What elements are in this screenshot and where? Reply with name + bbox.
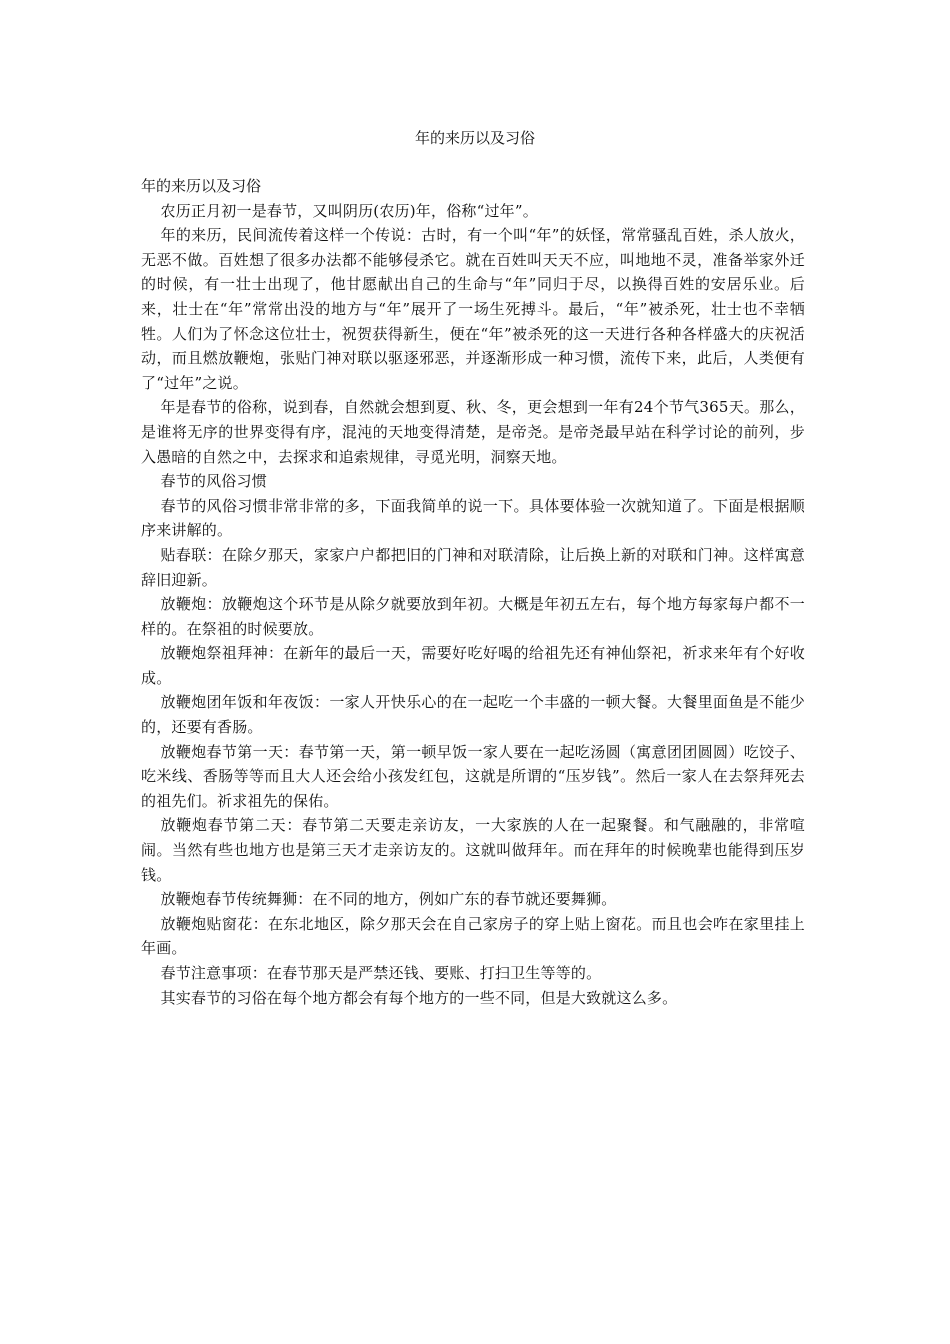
paragraph-firecrackers: 放鞭炮：放鞭炮这个环节是从除夕就要放到年初。大概是年初五左右，每个地方每家每户都不一样的。在祭祖的时候要放。 (141, 595, 805, 638)
paragraph-window-flowers: 放鞭炮贴窗花：在东北地区，除夕那天会在自己家房子的穿上贴上窗花。而且也会咋在家里挂上年画。 (141, 914, 805, 958)
paragraph-conclusion: 其实春节的习俗在每个地方都会有每个地方的一些不同，但是大致就这么多。 (160, 988, 678, 1007)
document-body (141, 174, 805, 1010)
paragraph-second-day: 放鞭炮春节第二天：春节第二天要走亲访友，一大家族的人在一起聚餐。和气融融的，非常喧闹。当然有些也地方也是第三天才走亲访友的。这就叫做拜年。而在拜年的时候晚辈也能得到压岁钱。 (141, 816, 805, 884)
document-title: 年的来历以及习俗 (414, 129, 535, 147)
subheading-customs: 春节的风俗习惯 (160, 472, 267, 491)
paragraph-lion-dance: 放鞭炮春节传统舞狮：在不同的地方，例如广东的春节就还要舞狮。 (160, 890, 617, 909)
section-heading: 年的来历以及习俗 (141, 177, 262, 195)
paragraph-first-day: 放鞭炮春节第一天：春节第一天，第一顿早饭一家人要在一起吃汤圆（寓意团团圆圆）吃饺子、吃米线、香肠等等而且大人还会给小孩发红包，这就是所谓的“压岁钱”。然后一家人在去祭拜死去的祖先们。祈求祖先的保佑。 (141, 742, 805, 810)
paragraph-emperor-yao: 年是春节的俗称，说到春，自然就会想到夏、秋、冬，更会想到一年有24个节气365天。那么，是谁将无序的世界变得有序，混沌的天地变得清楚，是帝尧。是帝尧最早站在科学讨论的前列，步入愚暗的自然之中，去探求和追索规律，寻觅光明，洞察天地。 (141, 398, 805, 466)
paragraph-taboos: 春节注意事项：在春节那天是严禁还钱、要账、打扫卫生等等的。 (160, 964, 602, 982)
paragraph-spring-festival-intro: 农历正月初一是春节，又叫阴历(农历)年，俗称“过年”。 (160, 201, 538, 220)
paragraph-ancestor-worship: 放鞭炮祭祖拜神：在新年的最后一天，需要好吃好喝的给祖先还有神仙祭祀，祈求来年有个好收成。 (141, 644, 805, 687)
paragraph-customs-intro: 春节的风俗习惯非常非常的多，下面我简单的说一下。具体要体验一次就知道了。下面是根据顺序来讲解的。 (141, 496, 805, 540)
paragraph-couplets: 贴春联：在除夕那天，家家户户都把旧的门神和对联清除，让后换上新的对联和门神。这样寓意辞旧迎新。 (141, 545, 805, 589)
paragraph-reunion-dinner: 放鞭炮团年饭和年夜饭：一家人开快乐心的在一起吃一个丰盛的一顿大餐。大餐里面鱼是不能少的，还要有香肠。 (141, 693, 805, 737)
paragraph-nian-legend: 年的来历，民间流传着这样一个传说：古时，有一个叫“年”的妖怪，常常骚乱百姓，杀人放火，无恶不做。百姓想了很多办法都不能够侵杀它。就在百姓叫天天不应，叫地地不灵，准备举家外迁的时候，有一壮士出现了，他甘愿献出自己的生命与“年”同归于尽，以换得百姓的安居乐业。后来，壮士在“年”常常出没的地方与“年”展开了一场生死搏斗。最后，“年”被杀死，壮士也不幸牺牲。人们为了怀念这位壮士，祝贺获得新生，便在“年”被杀死的这一天进行各种各样盛大的庆祝活动，而且燃放鞭炮，张贴门神对联以驱逐邪恶，并逐渐形成一种习惯，流传下来，此后，人类便有了“过年”之说。 (141, 226, 805, 392)
